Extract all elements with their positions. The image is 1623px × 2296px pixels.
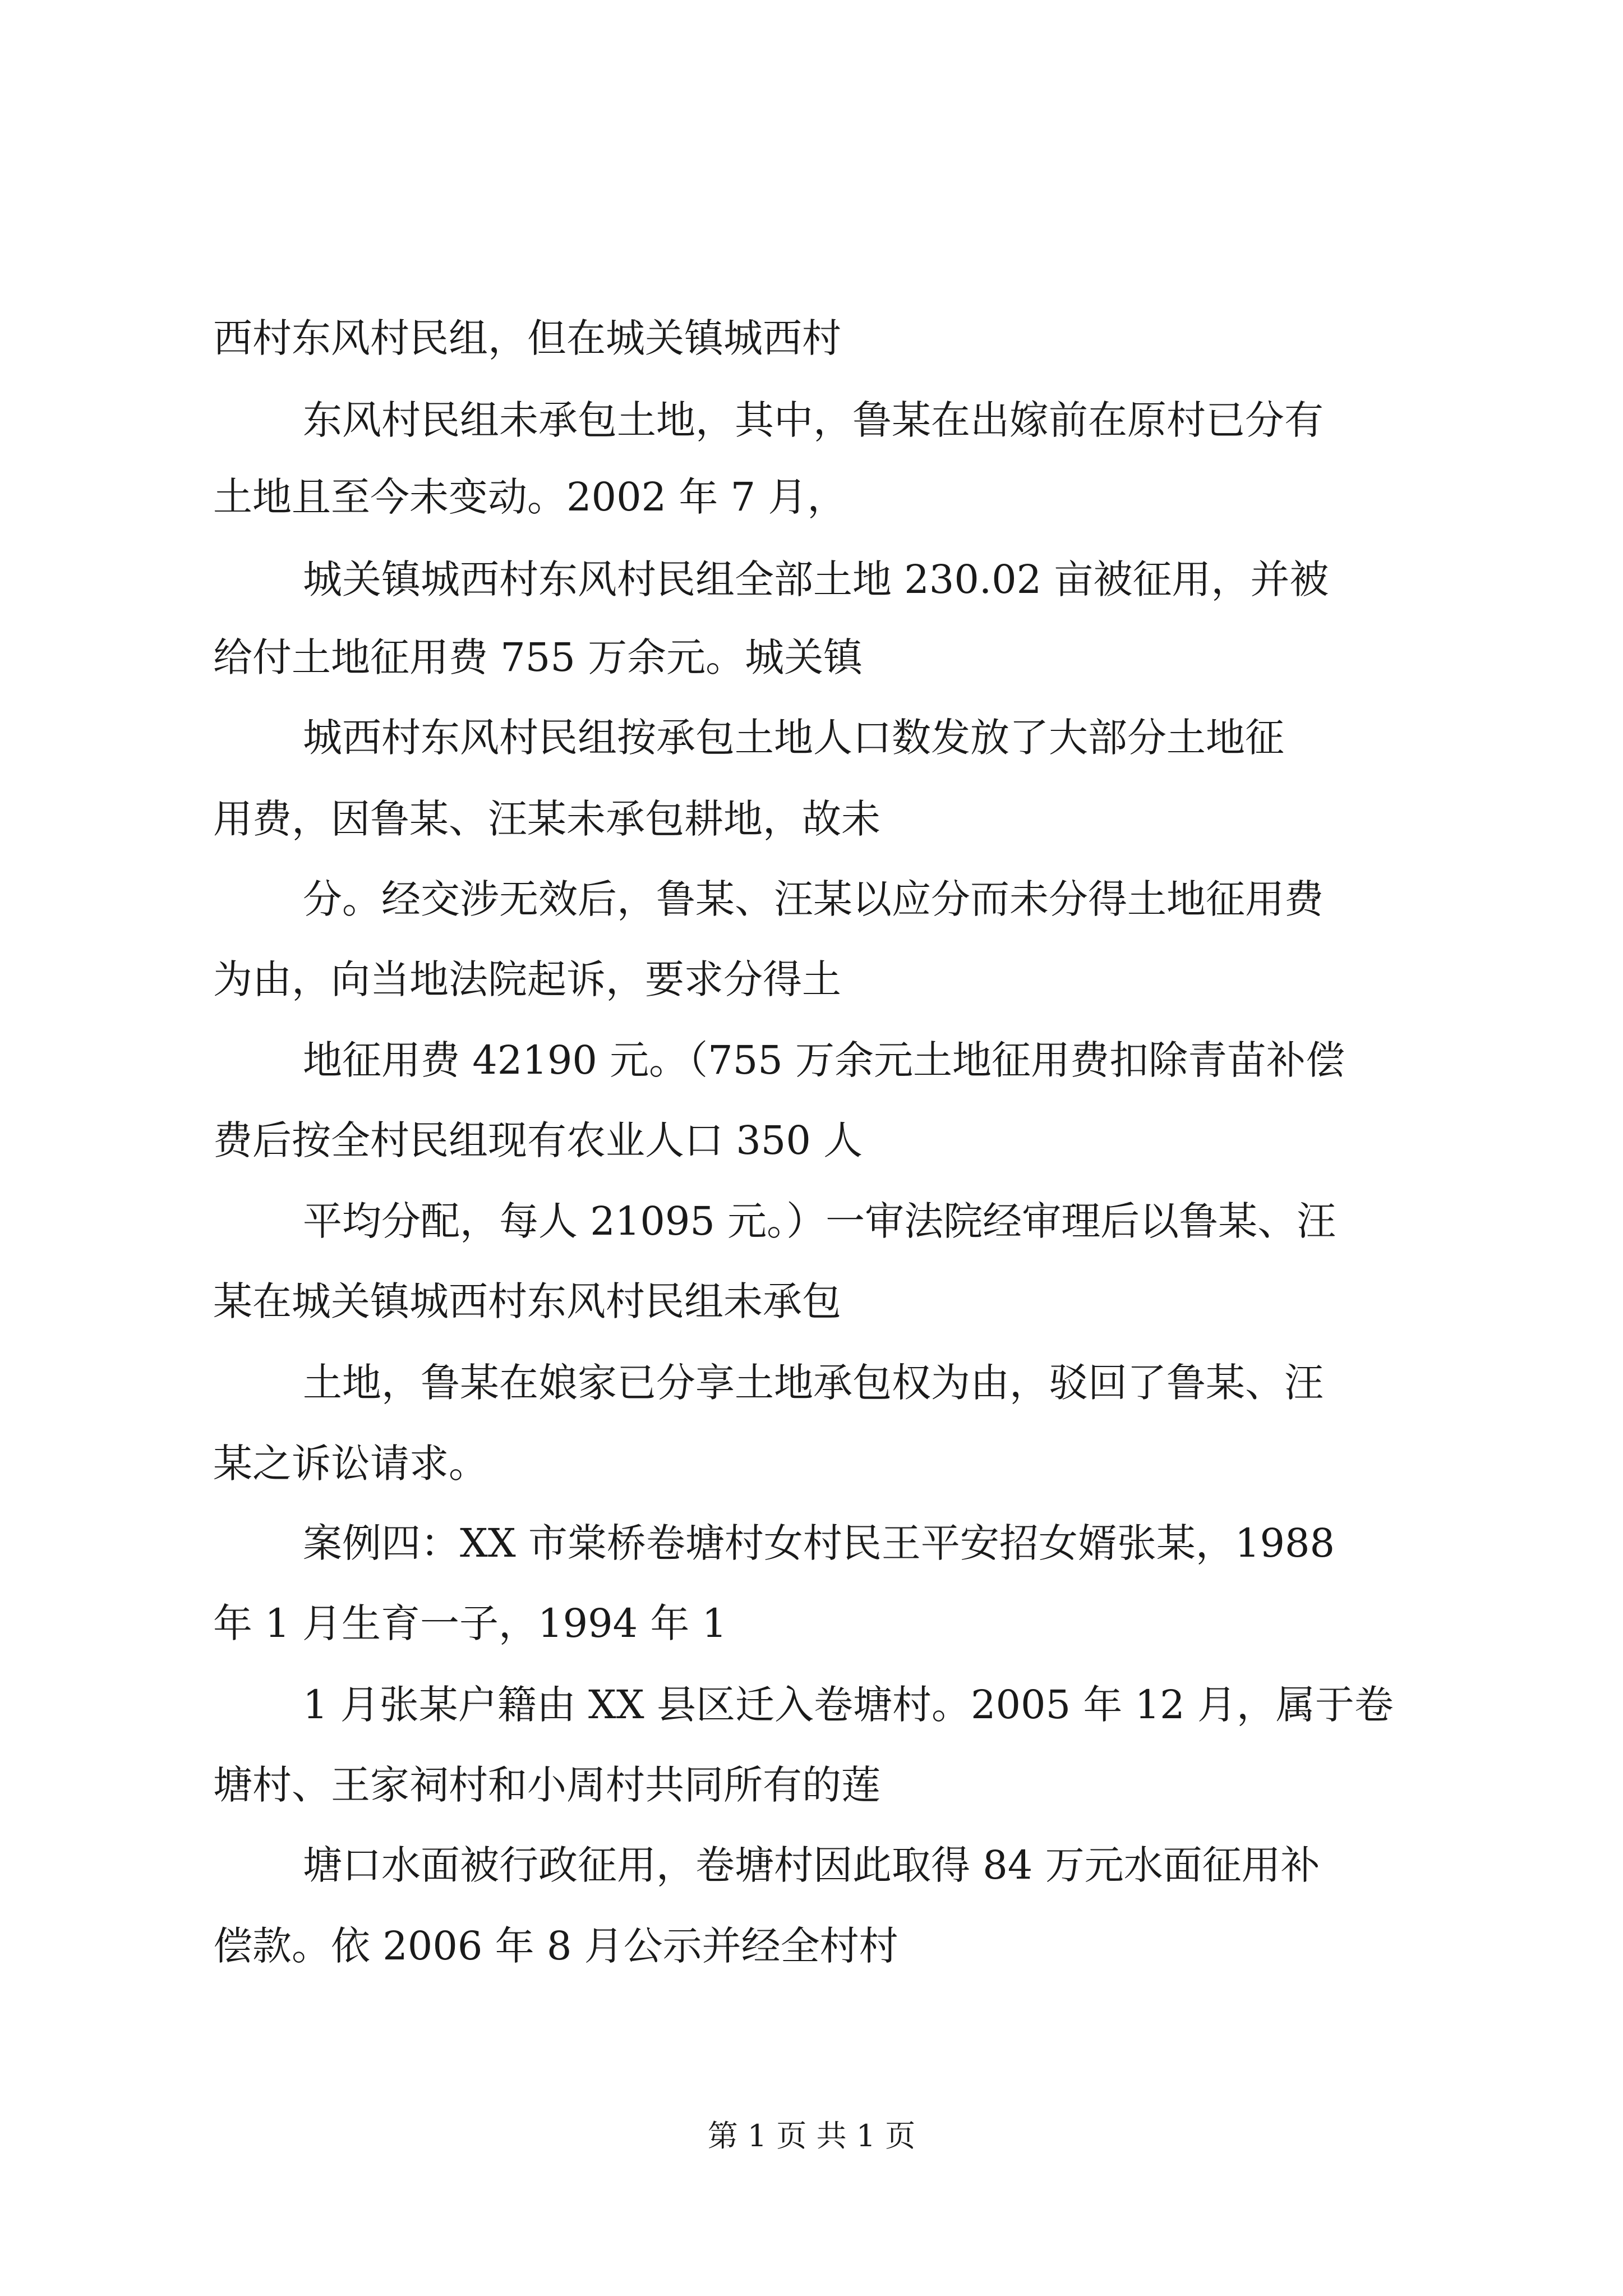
text-line: 城关镇城西村东风村民组全部土地 230.02 亩被征用，并被 (303, 556, 1329, 602)
text-line: 案例四：XX 市棠桥卷塘村女村民王平安招女婿张某，1988 (303, 1520, 1335, 1566)
text-line: 东风村民组未承包土地，其中，鲁某在出嫁前在原村已分有 (303, 397, 1324, 443)
text-line: 年 1 月生育一子，1994 年 1 (213, 1600, 727, 1646)
text-line: 土地且至今未变动。2002 年 7 月， (213, 474, 847, 520)
text-line: 费后按全村民组现有农业人口 350 人 (213, 1117, 863, 1163)
text-line: 地征用费 42190 元。（755 万余元土地征用费扣除青苗补偿 (303, 1037, 1345, 1083)
text-line: 土地，鲁某在娘家已分享土地承包权为由，驳回了鲁某、汪 (303, 1360, 1324, 1406)
text-line: 某在城关镇城西村东风村民组未承包 (213, 1278, 841, 1324)
text-line: 用费，因鲁某、汪某未承包耕地，故未 (213, 796, 880, 842)
text-line: 1 月张某户籍由 XX 县区迁入卷塘村。2005 年 12 月，属于卷 (303, 1682, 1394, 1728)
text-line: 为由，向当地法院起诉，要求分得土 (213, 956, 841, 1002)
page-footer: 第 1 页 共 1 页 (707, 2118, 916, 2154)
text-line: 偿款。依 2006 年 8 月公示并经全村村 (213, 1923, 898, 1969)
text-line: 分。经交涉无效后，鲁某、汪某以应分而未分得土地征用费 (303, 876, 1324, 922)
text-line: 给付土地征用费 755 万余元。城关镇 (213, 634, 863, 680)
text-line: 西村东风村民组，但在城关镇城西村 (213, 315, 841, 361)
text-line: 某之诉讼请求。 (213, 1441, 488, 1487)
text-line: 塘村、王家祠村和小周村共同所有的莲 (213, 1762, 880, 1808)
text-line: 塘口水面被行政征用，卷塘村因此取得 84 万元水面征用补 (303, 1842, 1320, 1888)
text-line: 平均分配，每人 21095 元。）一审法院经审理后以鲁某、汪 (303, 1198, 1336, 1244)
text-line: 城西村东风村民组按承包土地人口数发放了大部分土地征 (303, 715, 1284, 761)
